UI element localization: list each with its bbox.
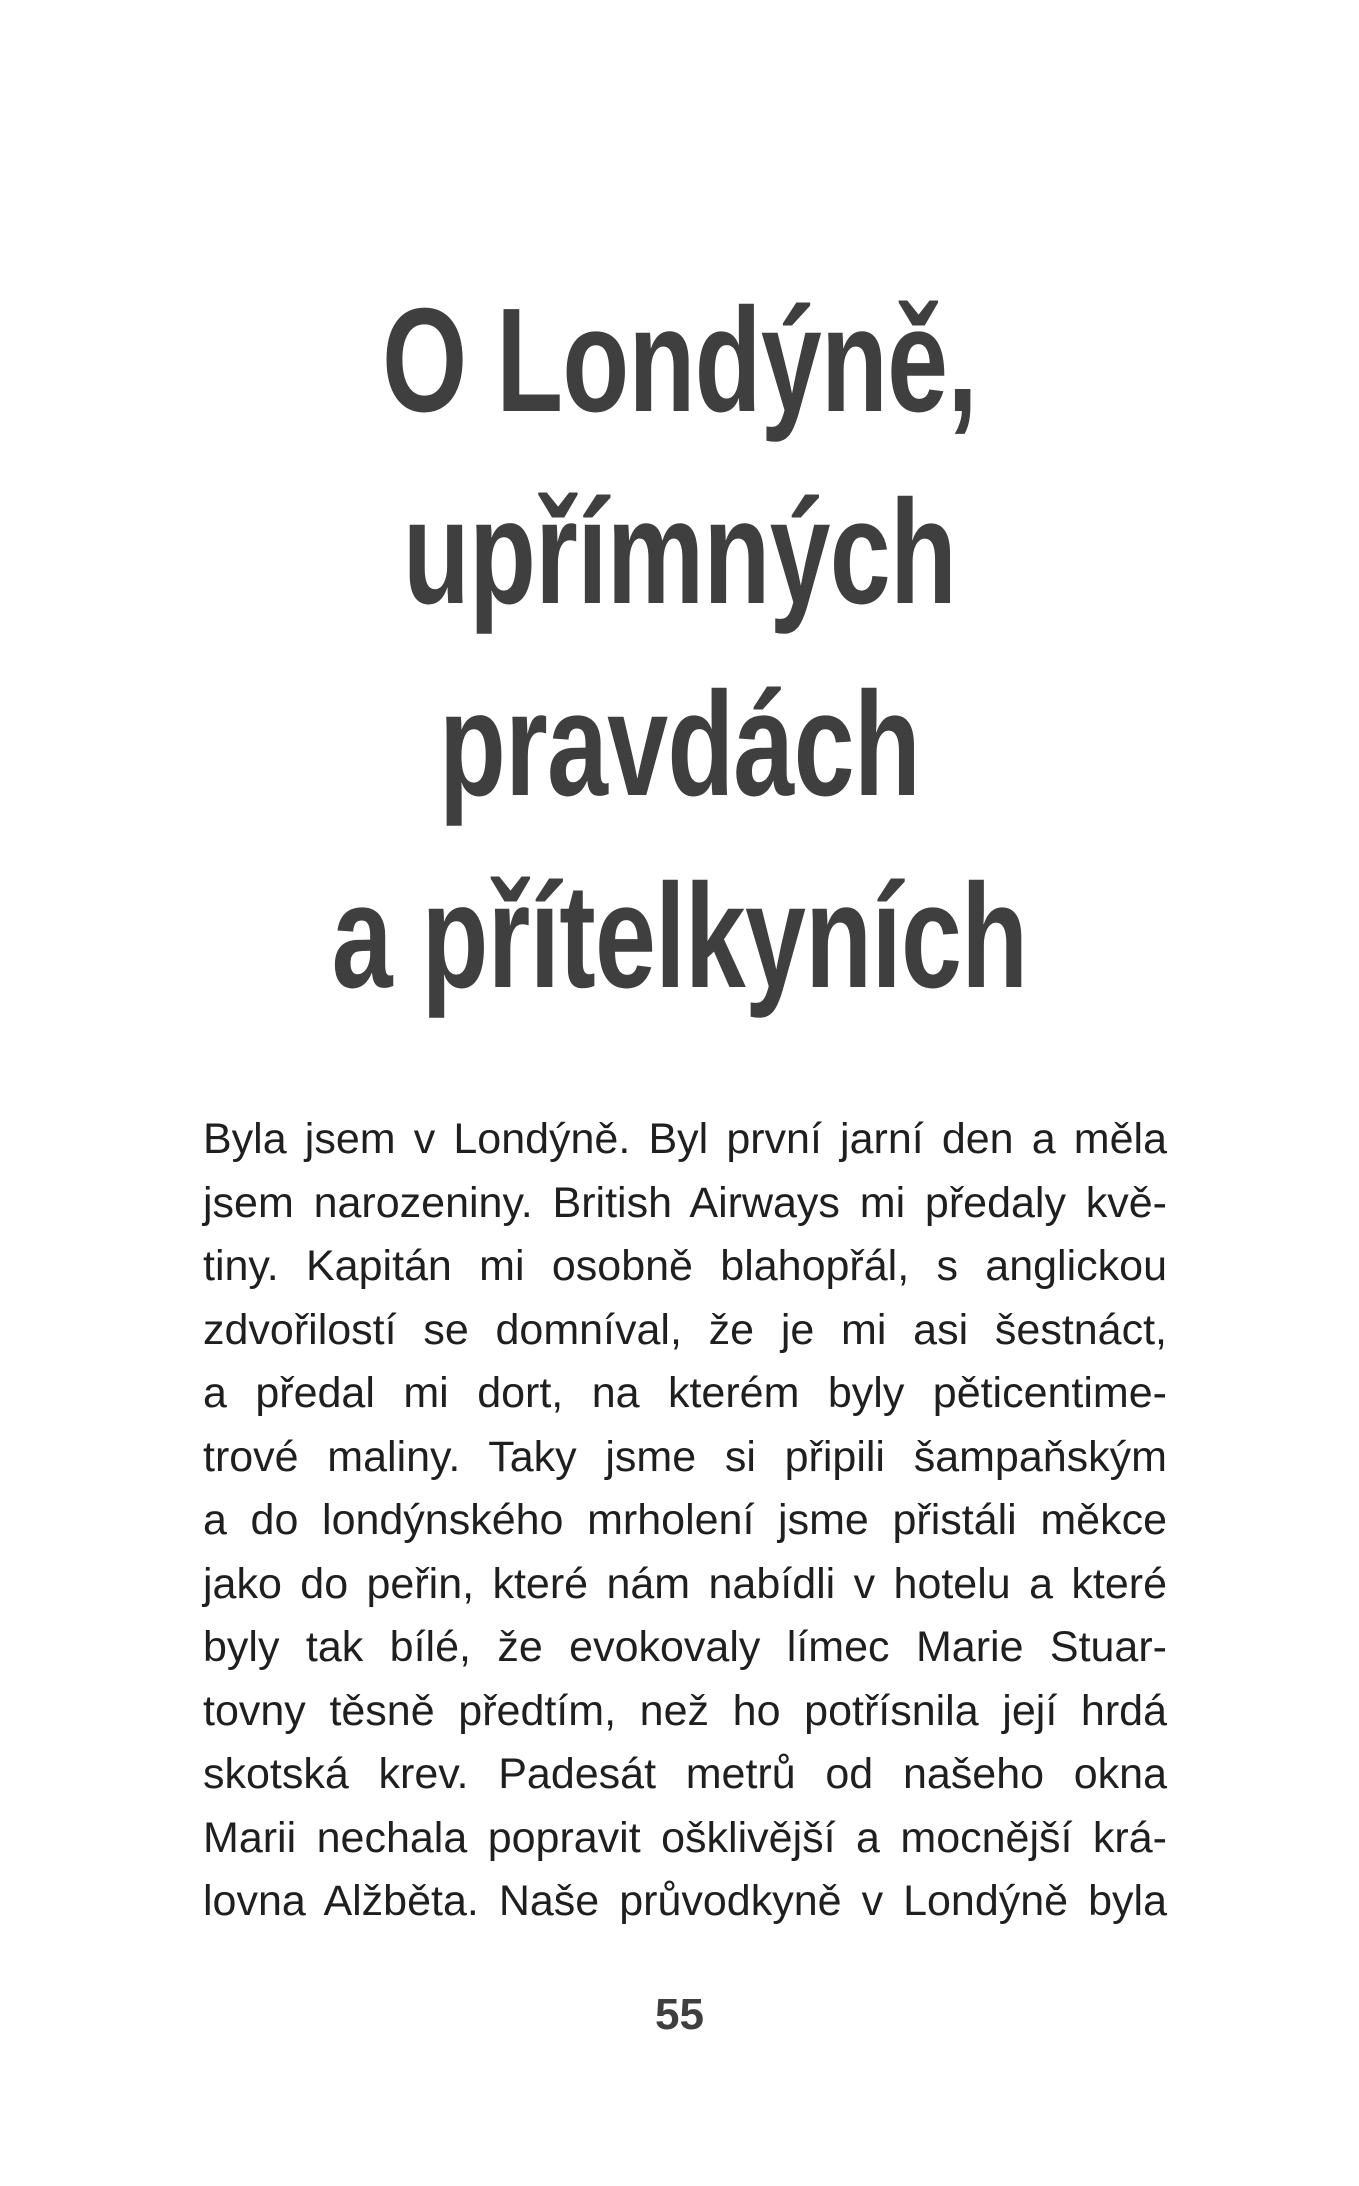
text-line: trové maliny. Taky jsme si připili šampaňským xyxy=(203,1432,1167,1481)
chapter-title-line: O Londýně, xyxy=(382,278,977,443)
chapter-title-line: pravdách xyxy=(438,662,921,827)
body-paragraph xyxy=(203,1108,1167,1934)
text-line: skotská krev. Padesát metrů od našeho okna xyxy=(203,1750,1167,1798)
text-line: jsem narozeniny. British Airways mi předaly kvě- xyxy=(203,1178,1167,1227)
text-line: a předal mi dort, na kterém byly pěticentime- xyxy=(203,1369,1167,1417)
text-line: lovna Alžběta. Naše průvodkyně v Londýně byla xyxy=(203,1877,1167,1925)
text-line: jako do peřin, které nám nabídli v hotelu a které xyxy=(203,1559,1167,1608)
chapter-title-line: upřímných xyxy=(402,470,957,635)
text-line: byly tak bílé, že evokovaly límec Marie Stuar- xyxy=(203,1623,1167,1671)
text-line: tiny. Kapitán mi osobně blahopřál, s anglickou xyxy=(203,1242,1167,1290)
text-line: Marii nechala popravit ošklivější a mocnější krá- xyxy=(203,1813,1167,1862)
chapter-title-line: a přítelkyních xyxy=(331,854,1028,1019)
text-line: a do londýnského mrholení jsme přistáli měkce xyxy=(203,1496,1167,1544)
chapter-title xyxy=(177,265,1183,1033)
page-number: 55 xyxy=(655,1990,704,2039)
text-line: Byla jsem v Londýně. Byl první jarní den a měla xyxy=(203,1115,1167,1163)
text-line: tovny těsně předtím, než ho potřísnila její hrdá xyxy=(203,1686,1167,1735)
text-line: zdvořilostí se domníval, že je mi asi šestnáct, xyxy=(203,1305,1167,1354)
